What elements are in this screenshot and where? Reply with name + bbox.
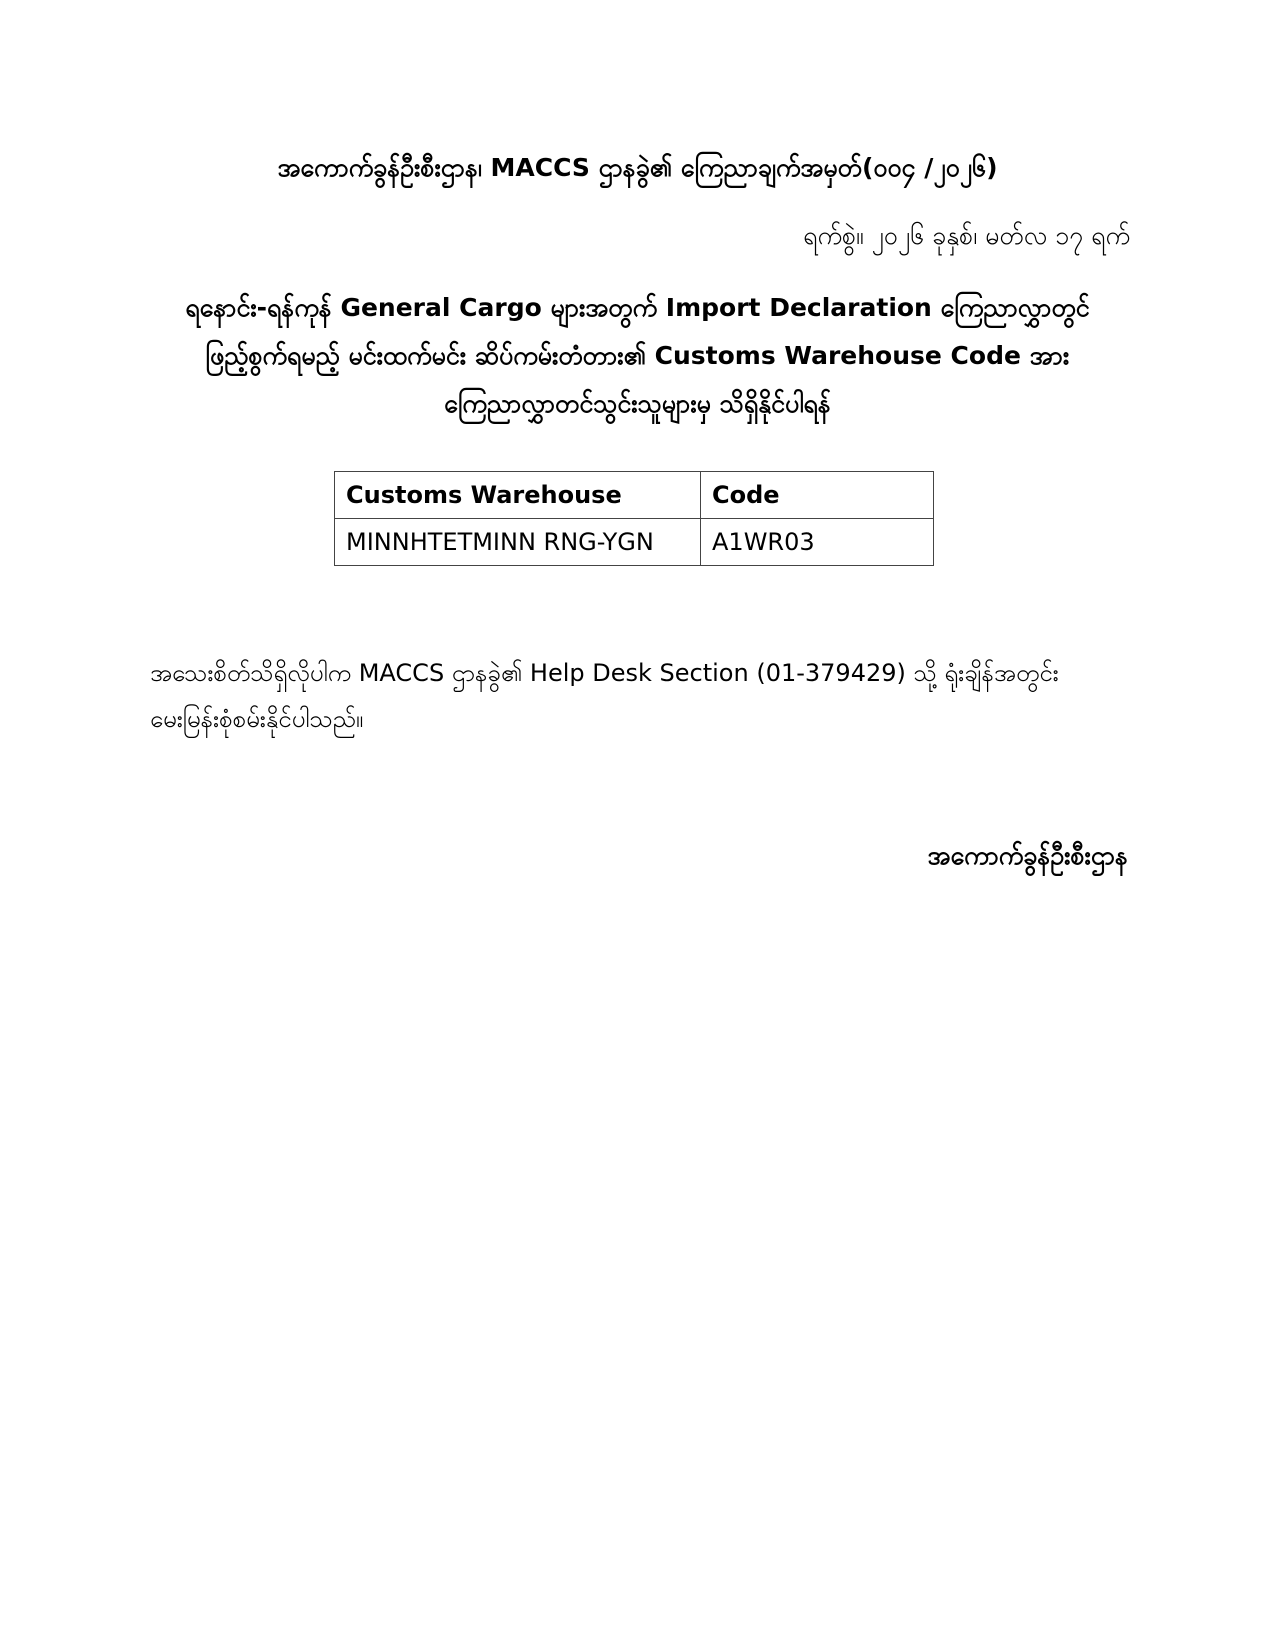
header-code: Code — [701, 472, 934, 519]
cell-warehouse-code: A1WR03 — [701, 519, 934, 566]
paragraph-line: အသေးစိတ်သိရှိလိုပါက MACCS ဌာနခွဲ၏ Help Desk Section (01-379429) သို့ ရုံးချိန်အတွင်း — [150, 659, 1059, 687]
table-row — [335, 519, 934, 566]
announcement-date: ရက်စွဲ။ ၂၀၂၆ ခုနှစ်၊ မတ်လ ၁၇ ရက် — [803, 221, 1130, 250]
announcement-title: အကောက်ခွန်ဦးစီးဌာန၊ MACCS ဌာနခွဲ၏ ကြေညာချက်အမှတ်(၀၀၄ /၂၀၂၆) — [277, 153, 998, 182]
announcement-subject — [150, 284, 1125, 428]
paragraph-line: မေးမြန်းစုံစမ်းနိုင်ပါသည်။ — [150, 705, 364, 733]
contact-paragraph — [150, 650, 1128, 742]
signature-department: အကောက်ခွန်ဦးစီးဌာန — [927, 841, 1128, 870]
subject-line: ရနောင်း-ရန်ကုန် General Cargo များအတွက် Import Declaration ကြေညာလွှာတွင် — [185, 293, 1090, 322]
header-customs-warehouse: Customs Warehouse — [335, 472, 701, 519]
subject-line: ကြေညာလွှာတင်သွင်းသူများမှ သိရှိနိုင်ပါရန် — [444, 389, 831, 418]
cell-warehouse-name: MINNHTETMINN RNG-YGN — [335, 519, 701, 566]
subject-line: ဖြည့်စွက်ရမည့် မင်းထက်မင်း ဆိပ်ကမ်းတံတား၏ Customs Warehouse Code အား — [205, 341, 1070, 370]
warehouse-code-table — [334, 471, 934, 566]
table-header-row — [335, 472, 934, 519]
